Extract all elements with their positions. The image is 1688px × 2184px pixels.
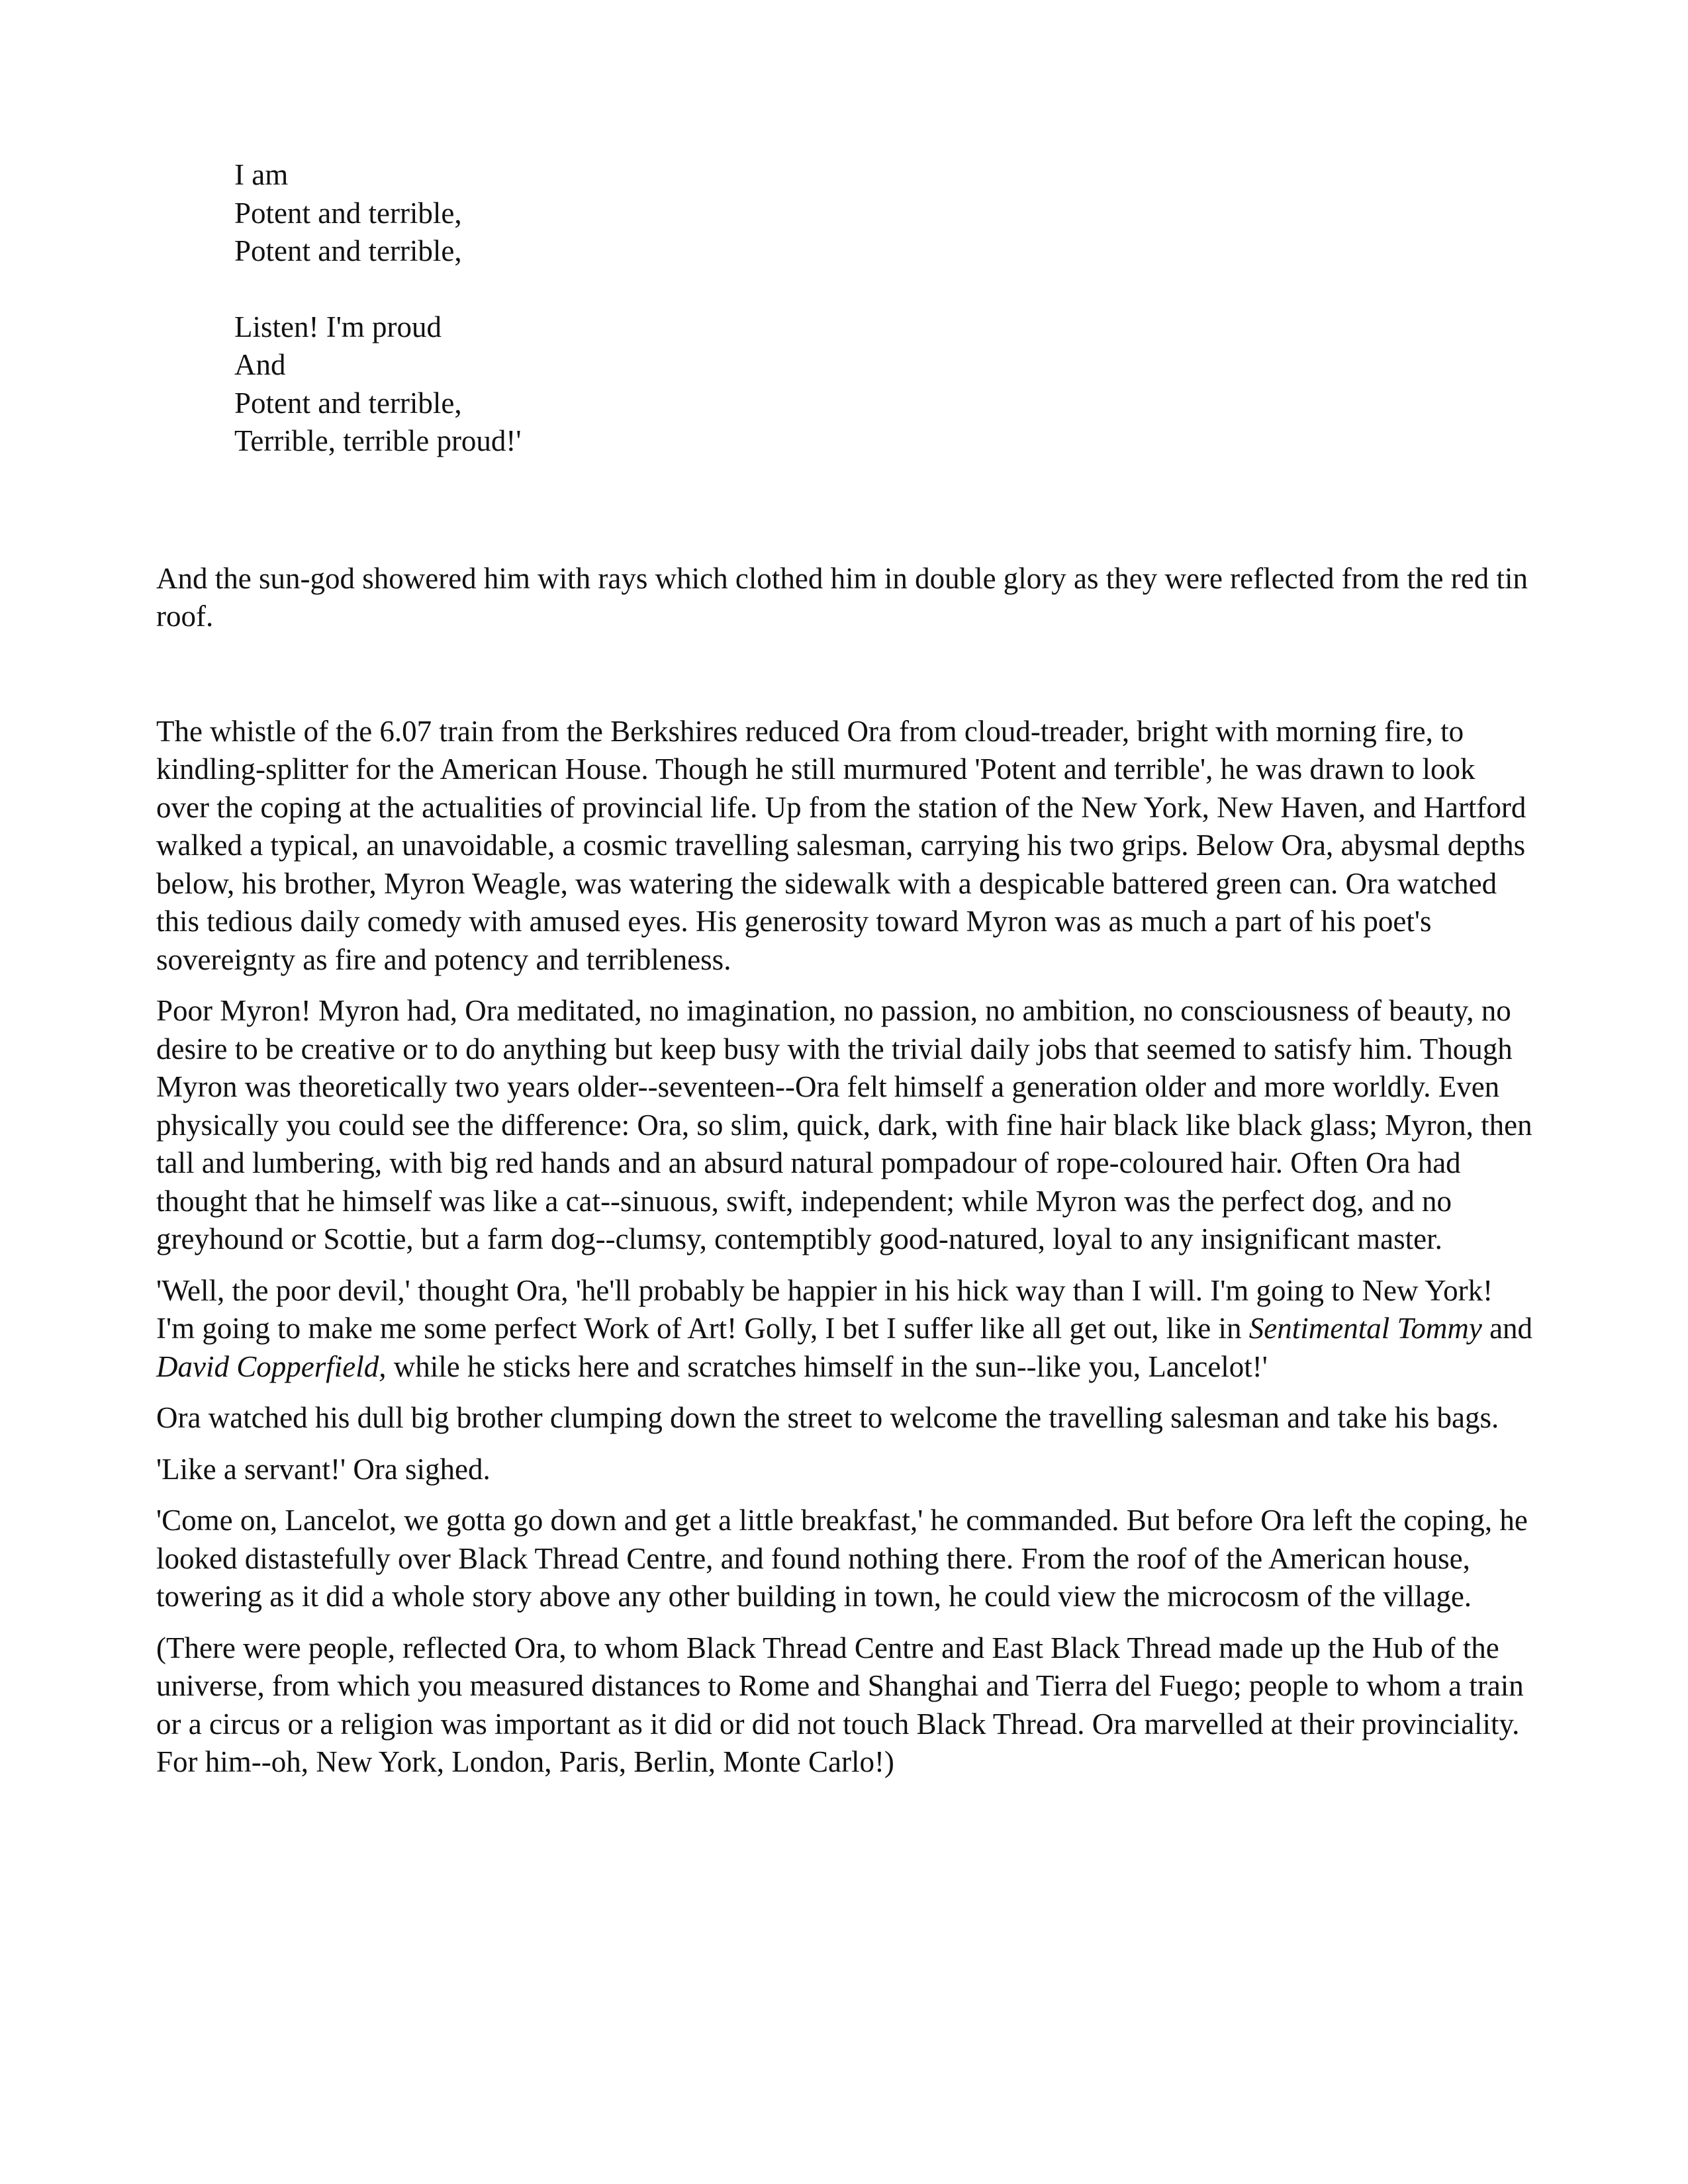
poem-line: Potent and terrible,	[234, 386, 462, 420]
paragraph-like-a-servant: 'Like a servant!' Ora sighed.	[156, 1452, 491, 1486]
poem-line: Potent and terrible,	[234, 234, 462, 267]
paragraph-provinciality: (There were people, reflected Ora, to whom Black Thread Centre and East Black Thread made up the Hub of the universe, from which you measured distances to Rome and Shanghai and Tierra del Fuego; people to whom a train or a circus or a religion was important as it did or did not touch Black Thread. Ora marvelled at their provinciality. For him--oh, New York, London, Paris, Berlin, Monte Carlo!)	[156, 1631, 1524, 1778]
paragraph-sun-god: And the sun-god showered him with rays which clothed him in double glory as they were reflected from the red tin roof.	[156, 561, 1528, 633]
paragraph-train-whistle: The whistle of the 6.07 train from the Berkshires reduced Ora from cloud-treader, bright with morning fire, to kindling-splitter for the American House. Though he still murmured 'Potent and terrible', he was drawn to look over the coping at the actualities of provincial life. Up from the station of the New York, New Haven, and Hartford walked a typical, an unavoidable, a cosmic travelling salesman, carrying his two grips. Below Ora, abysmal depths below, his brother, Myron Weagle, was watering the sidewalk with a despicable battered green can. Ora watched this tedious daily comedy with amused eyes. His generosity toward Myron was as much a part of his poet's sovereignty as fire and potency and terribleness.	[156, 714, 1526, 976]
poem-line: I am	[234, 158, 289, 191]
paragraph-poor-myron: Poor Myron! Myron had, Ora meditated, no imagination, no passion, no ambition, no consciousness of beauty, no desire to be creative or to do anything but keep busy with the trivial daily jobs that seemed to satisfy him. Though Myron was theoretically two years older--seventeen--Ora felt himself a generation older and more worldly. Even physically you could see the difference: Ora, so slim, quick, dark, with fine hair black like black glass; Myron, then tall and lumbering, with big red hands and an absurd natural pompadour of rope-coloured hair. Often Ora had thought that he himself was like a cat--sinuous, swift, independent; while Myron was the perfect dog, and no greyhound or Scottie, but a farm dog--clumsy, contemptibly good-natured, loyal to any insignificant master.	[156, 994, 1532, 1255]
paragraph-poor-devil	[156, 1272, 1533, 1387]
poem-stanza-1	[234, 156, 1533, 271]
book-title-sentimental-tommy: Sentimental Tommy	[1248, 1312, 1482, 1345]
document-page	[156, 156, 1533, 1795]
paragraph-dull-brother: Ora watched his dull big brother clumping down the street to welcome the travelling salesman and take his bags.	[156, 1401, 1499, 1434]
poem-line: Terrible, terrible proud!'	[234, 424, 522, 457]
prose-body	[156, 560, 1533, 1782]
paragraph-text: 'Well, the poor devil,' thought Ora, 'he'll probably be happier in his hick way than I will. I'm going to New York! I'm going to make me some perfect Work of Art! Golly, I bet I suffer like all get out, like in	[156, 1273, 1493, 1345]
poem-line: Listen! I'm proud	[234, 310, 442, 343]
paragraph-come-on-lancelot: 'Come on, Lancelot, we gotta go down and get a little breakfast,' he commanded. But before Ora left the coping, he looked distastefully over Black Thread Centre, and found nothing there. From the roof of the American house, towering as it did a whole story above any other building in town, he could view the microcosm of the village.	[156, 1504, 1528, 1613]
poem-line: And	[234, 348, 286, 381]
poem-stanza-2	[234, 308, 1533, 461]
paragraph-text: and	[1481, 1312, 1533, 1345]
book-title-david-copperfield: David Copperfield,	[156, 1349, 387, 1383]
poem-block	[234, 156, 1533, 461]
poem-line: Potent and terrible,	[234, 196, 462, 230]
paragraph-text: while he sticks here and scratches himself in the sun--like you, Lancelot!'	[386, 1349, 1268, 1383]
